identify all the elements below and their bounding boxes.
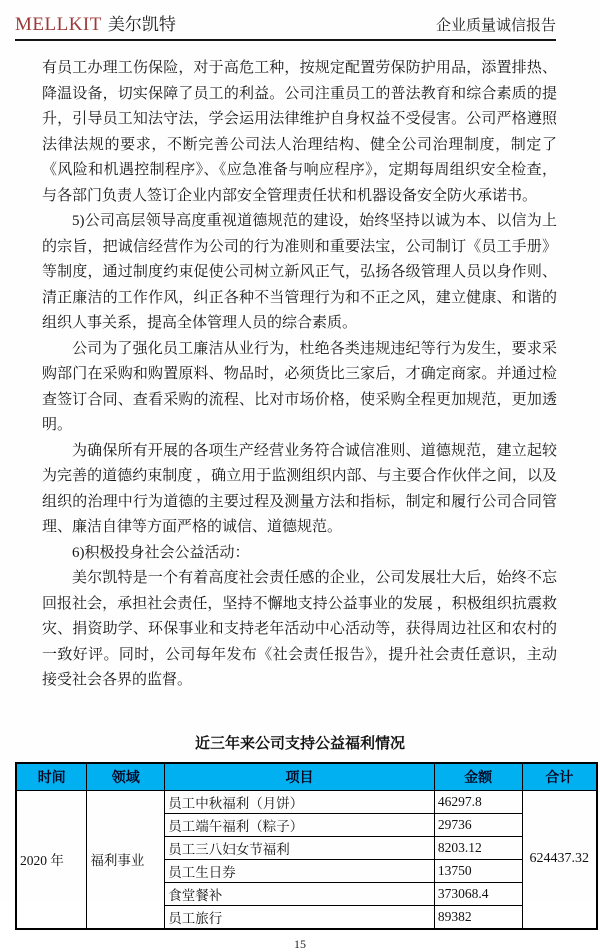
col-header-total: 合计 <box>522 763 597 791</box>
amount-cell: 29736 <box>434 813 522 836</box>
page-footer <box>0 937 600 952</box>
project-cell: 员工生日券 <box>165 859 435 882</box>
total-cell: 624437.32 <box>522 790 597 929</box>
amount-cell: 13750 <box>434 859 522 882</box>
project-cell: 员工三八妇女节福利 <box>165 836 435 859</box>
benefit-table-container <box>15 762 598 930</box>
table-title: 近三年来公司支持公益福利情况 <box>194 735 405 752</box>
amount-cell: 89382 <box>434 905 522 929</box>
page-number: 15 <box>294 936 306 951</box>
paragraph-4: 为确保所有开展的各项生产经营业务符合诚信准则、道德规范，建立起较为完善的道德约束制度 ，确立用于监测组织内部、与主要合作伙伴之间，以及组织的治理中行为道德的主要过程及测量方法和指标，制定和履行公司合同管理、廉洁自律等方面严格的诚信、道德规范。 <box>42 442 557 535</box>
year-cell: 2020 年 <box>16 790 87 929</box>
col-header-project: 项目 <box>165 763 435 791</box>
paragraph-1: 有员工办理工伤保险，对于高危工种，按规定配置劳保防护用品，添置排热、降温设备，切实保障了员工的利益。公司注重员工的普法教育和综合素质的提升，引导员工知法守法，学会运用法律维护自身权益不受侵害。公司严格遵照法律法规的要求，不断完善公司法人治理结构、健全公司治理制度，制定了《风险和机遇控制程序》、《应急准备与响应程序》，定期每周组织安全检查，与各部门负责人签订企业内部安全管理责任状和机器设备安全防火承诺书。 <box>42 60 557 204</box>
benefit-table-body <box>16 790 597 929</box>
logo-text-cn: 美尔凯特 <box>107 15 176 34</box>
paragraph-6: 美尔凯特是一个有着高度社会责任感的企业，公司发展壮大后，始终不忘回报社会，承担社会责任，坚持不懈地支持公益事业的发展 ，积极组织抗震救灾、捐资助学、环保事业和支持老年活动中心活动等，获得周边社区和农村的一致好评。同时，公司每年发布《社会责任报告》，提升社会责任意识，主动接受社会各界的监督。 <box>42 570 557 688</box>
paragraph-2: 5)公司高层领导高度重视道德规范的建设，始终坚持以诚为本、以信为上的宗旨，把诚信经营作为公司的行为准则和重要法宝，公司制订《员工手册》等制度，通过制度约束促使公司树立新风正气，弘扬各级管理人员以身作则、清正廉洁的工作作风，纠正各种不当管理行为和不正之风，建立健康、和谐的组织人事关系，提高全体管理人员的综合素质。 <box>42 213 557 331</box>
benefit-table <box>15 762 598 930</box>
document-title: 企业质量诚信报告 <box>435 18 556 34</box>
table-header-group <box>16 763 597 791</box>
col-header-amount: 金额 <box>434 763 522 791</box>
paragraph-3: 公司为了强化员工廉洁从业行为，杜绝各类违规违纪等行为发生，要求采购部门在采购和购置原料、物品时，必须货比三家后，才确定商家。并通过检查签订合同、查看采购的流程、比对市场价格，使采购全程更加规范，更加透明。 <box>42 340 557 433</box>
table-header-row <box>16 763 597 791</box>
project-cell: 员工旅行 <box>165 905 435 929</box>
amount-cell: 46297.8 <box>434 790 522 813</box>
logo-text-en: MELLKIT <box>15 14 102 35</box>
company-logo <box>15 10 176 36</box>
amount-cell: 373068.4 <box>434 882 522 905</box>
table-row <box>16 790 597 813</box>
paragraph-5: 6)积极投身社会公益活动： <box>72 544 250 561</box>
col-header-field: 领域 <box>87 763 165 791</box>
col-header-time: 时间 <box>16 763 87 791</box>
project-cell: 员工中秋福利（月饼） <box>165 790 435 813</box>
project-cell: 食堂餐补 <box>165 882 435 905</box>
body-text <box>42 56 557 694</box>
page-header <box>15 10 556 41</box>
category-cell: 福利事业 <box>87 790 165 929</box>
amount-cell: 8203.12 <box>434 836 522 859</box>
project-cell: 员工端午福利（粽子） <box>165 813 435 836</box>
